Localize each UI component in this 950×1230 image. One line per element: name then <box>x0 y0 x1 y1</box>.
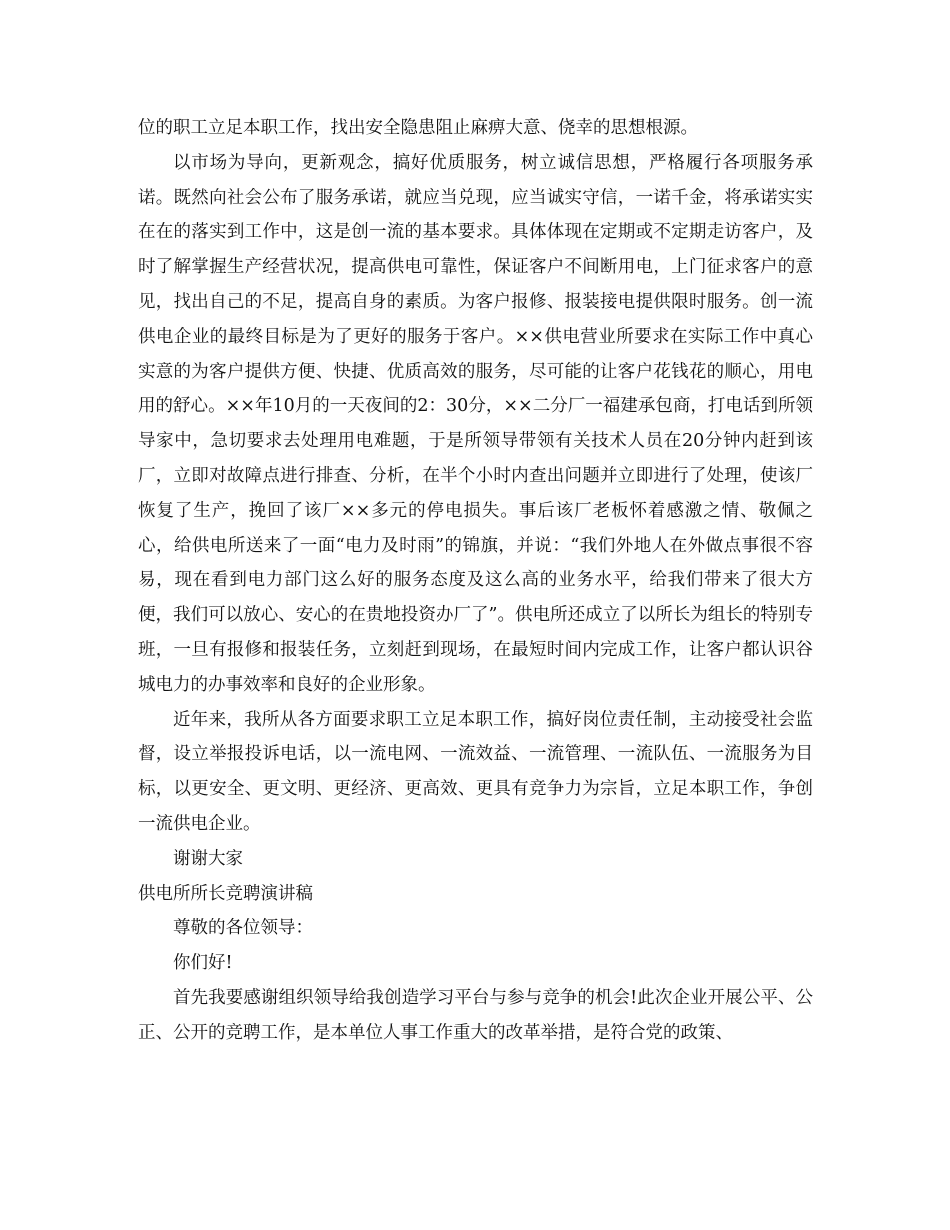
paragraph-market-oriented-service: 以市场为导向，更新观念，搞好优质服务，树立诚信思想，严格履行各项服务承诺。既然向社会公布了服务承诺，就应当兑现，应当诚实守信，一诺千金，将承诺实实在在的落实到工作中，这是创一流的基本要求。具体体现在定期或不定期走访客户，及时了解掌握生产经营状况，提高供电可靠性，保证客户不间断用电，上门征求客户的意见，找出自己的不足，提高自身的素质。为客户报修、报装接电提供限时服务。创一流供电企业的最终目标是为了更好的服务于客户。××供电营业所要求在实际工作中真心实意的为客户提供方便、快捷、优质高效的服务，尽可能的让客户花钱花的顺心，用电用的舒心。××年10月的一天夜间的2：30分，××二分厂一福建承包商，打电话到所领导家中，急切要求去处理用电难题，于是所领导带领有关技术人员在20分钟内赶到该厂，立即对故障点进行排查、分析，在半个小时内查出问题并立即进行了处理，使该厂恢复了生产，挽回了该厂××多元的停电损失。事后该厂老板怀着感激之情、敬佩之心，给供电所送来了一面“电力及时雨”的锦旗，并说：“我们外地人在外做点事很不容易，现在看到电力部门这么好的服务态度及这么高的业务水平，给我们带来了很大方便，我们可以放心、安心的在贵地投资办厂了”。供电所还成立了以所长为组长的特别专班，一旦有报修和报装任务，立刻赶到现场，在最短时间内完成工作，让客户都认识谷城电力的办事效率和良好的企业形象。 <box>138 152 813 695</box>
closing-thanks: 谢谢大家 <box>173 848 243 869</box>
paragraph-safety-root-cause: 位的职工立足本职工作，找出安全隐患阻止麻痹大意、侥幸的思想根源。 <box>138 118 698 138</box>
document-page <box>138 111 813 1051</box>
greeting: 你们好! <box>173 953 233 974</box>
salutation: 尊敬的各位领导： <box>173 918 313 939</box>
speech-title: 供电所所长竞聘演讲稿 <box>138 883 313 904</box>
paragraph-opening-thanks: 首先我要感谢组织领导给我创造学习平台与参与竞争的机会!此次企业开展公平、公正、公开的竞聘工作，是本单位人事工作重大的改革举措，是符合党的政策、 <box>138 987 813 1043</box>
paragraph-recent-years: 近年来，我所从各方面要求职工立足本职工作，搞好岗位责任制，主动接受社会监督，设立举报投诉电话，以一流电网、一流效益、一流管理、一流队伍、一流服务为目标，以更安全、更文明、更经济、更高效、更具有竞争力为宗旨，立足本职工作，争创一流供电企业。 <box>138 709 813 834</box>
